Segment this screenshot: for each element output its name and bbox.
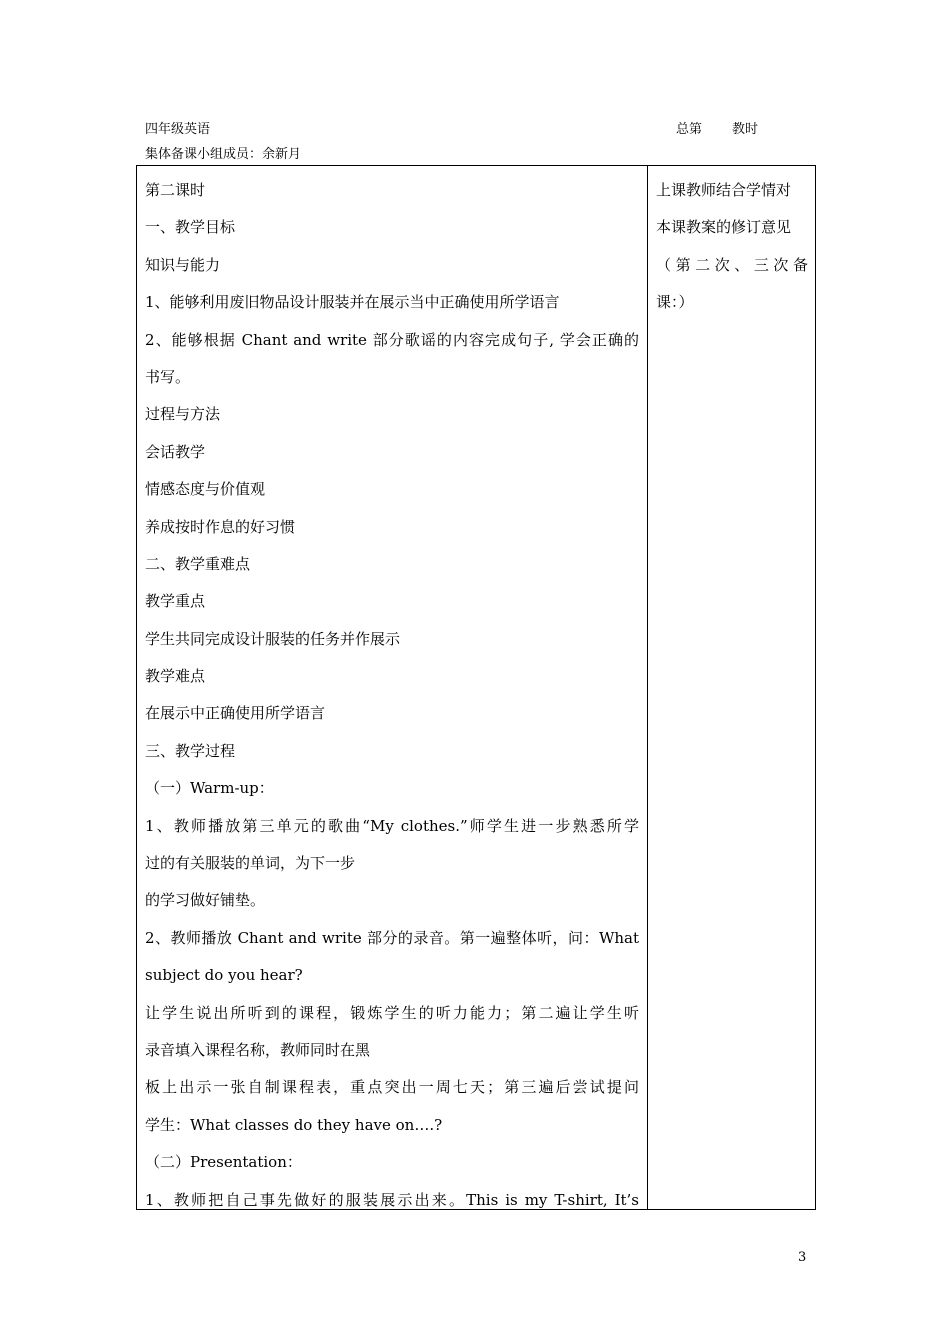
notes-line: 课：） [656, 293, 694, 312]
content-line: 养成按时作息的好习惯 [145, 517, 296, 536]
content-line: 1、能够利用废旧物品设计服装并在展示当中正确使用所学语言 [145, 293, 560, 312]
content-line: 教学重点 [145, 592, 206, 611]
content-line: 学生：What classes do they have on….? [145, 1115, 443, 1134]
content-line: 让学生说出所听到的课程，锻炼学生的听力能力；第二遍让学生听 [145, 1003, 639, 1022]
content-line: 一、教学目标 [145, 218, 236, 237]
notes-line: 上课教师结合学情对 [656, 181, 792, 199]
content-line: 二、教学重难点 [145, 554, 251, 573]
lesson-plan-table [136, 165, 816, 1210]
revision-notes-column [656, 172, 808, 322]
content-line: 1、教师播放第三单元的歌曲“My clothes.”师学生进一步熟悉所学 [145, 816, 639, 835]
content-line: 1、教师把自己事先做好的服装展示出来。This is my T-shirt, It’s [145, 1190, 639, 1209]
content-line: 学生共同完成设计服装的任务并作展示 [145, 629, 401, 648]
grade-subject-label: 四年级英语 [145, 122, 211, 137]
content-line: 在展示中正确使用所学语言 [145, 704, 326, 723]
content-line: 2、教师播放 Chant and write 部分的录音。第一遍整体听，问：What [145, 928, 639, 947]
content-line: 三、教学过程 [145, 741, 236, 760]
content-line: 第二课时 [145, 181, 206, 199]
notes-line: 本课教案的修订意见 [656, 218, 792, 237]
content-line: 板上出示一张自制课程表，重点突出一周七天；第三遍后尝试提问 [145, 1078, 639, 1097]
content-line: 的学习做好铺垫。 [145, 891, 266, 910]
content-line: （一）Warm-up： [145, 779, 274, 798]
lesson-content-column [145, 172, 639, 1219]
content-line: （二）Presentation： [145, 1153, 302, 1172]
content-line: 知识与能力 [145, 255, 221, 274]
lesson-count-label [676, 122, 758, 138]
column-divider [647, 166, 648, 1209]
content-line: 情感态度与价值观 [145, 480, 266, 499]
content-line: 过程与方法 [145, 405, 221, 424]
content-line: 2、能够根据 Chant and write 部分歌谣的内容完成句子, 学会正确的 [145, 330, 639, 349]
content-line: 书写。 [145, 367, 191, 386]
page-number: 3 [798, 1250, 807, 1265]
content-line: 录音填入课程名称，教师同时在黑 [145, 1040, 371, 1059]
content-line: 会话教学 [145, 442, 206, 461]
content-line: 教学难点 [145, 667, 206, 686]
content-line: 过的有关服装的单词，为下一步 [145, 854, 356, 873]
notes-line: （第二次、三次备 [656, 255, 808, 274]
total-label: 总第 [676, 122, 703, 137]
content-line: subject do you hear? [145, 966, 303, 985]
group-members-label: 集体备课小组成员：余新月 [145, 147, 302, 162]
period-label: 教时 [732, 122, 759, 137]
